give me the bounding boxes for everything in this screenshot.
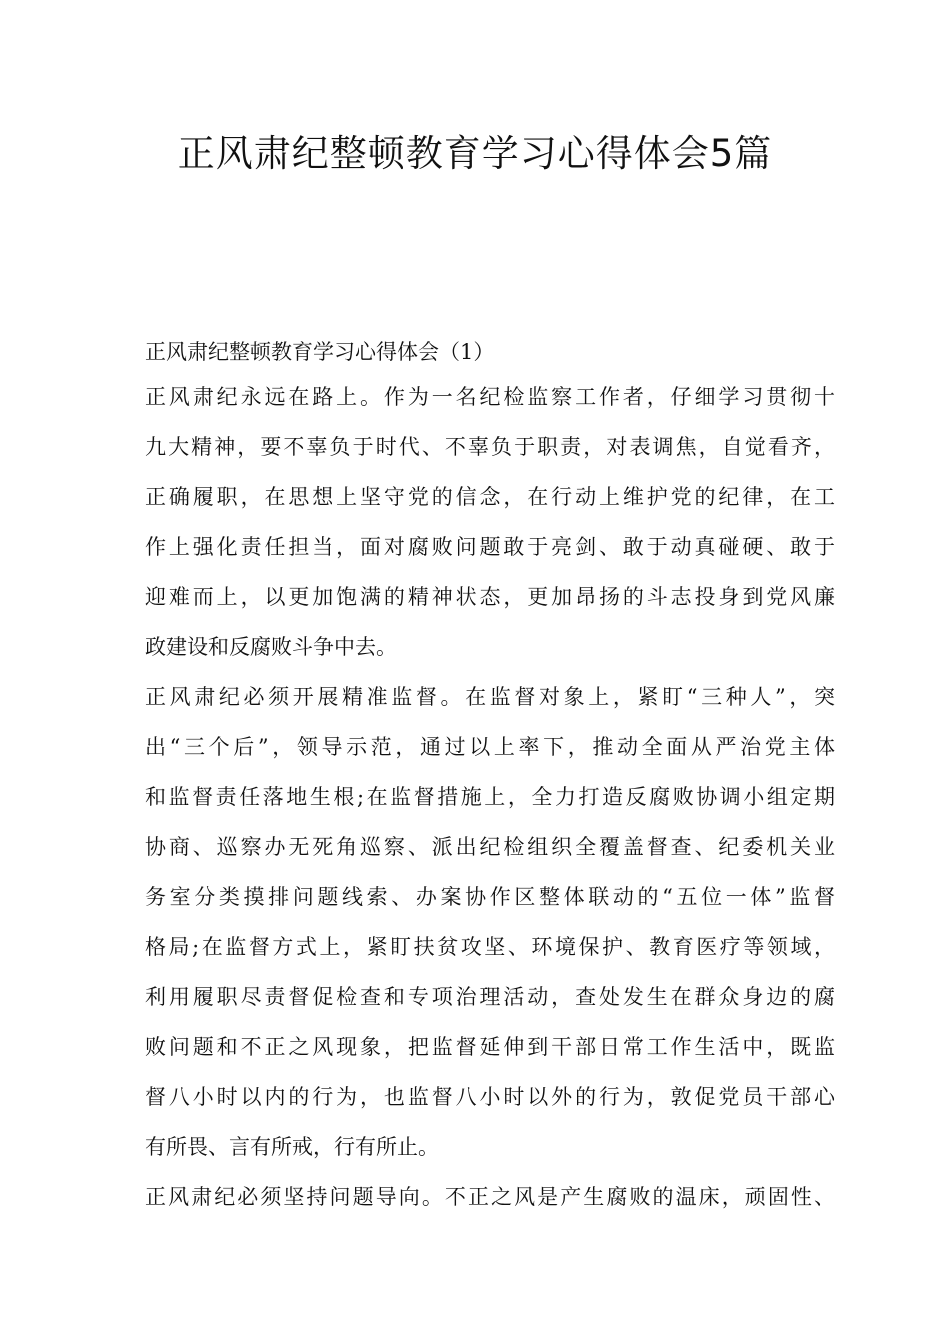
paragraph-2: [145, 672, 835, 1172]
text-line: 利用履职尽责督促检查和专项治理活动，查处发生在群众身边的腐: [145, 985, 835, 1009]
text-line: 政建设和反腐败斗争中去。: [145, 635, 397, 659]
text-line: 有所畏、言有所戒，行有所止。: [145, 1135, 439, 1159]
paragraph-1: [145, 372, 835, 672]
text-line: 败问题和不正之风现象，把监督延伸到干部日常工作生活中，既监: [145, 1035, 835, 1059]
document-body: [145, 332, 835, 1222]
document-title: 正风肃纪整顿教育学习心得体会5篇: [177, 132, 773, 175]
text-line: 正风肃纪永远在路上。作为一名纪检监察工作者，仔细学习贯彻十: [145, 385, 835, 409]
text-line: 正确履职，在思想上坚守党的信念，在行动上维护党的纪律，在工: [145, 485, 835, 509]
paragraph-3: [145, 1172, 835, 1222]
text-line: 务室分类摸排问题线索、办案协作区整体联动的“五位一体”监督: [145, 885, 835, 909]
text-line: 出“三个后”，领导示范，通过以上率下，推动全面从严治党主体: [145, 735, 835, 759]
text-line: 作上强化责任担当，面对腐败问题敢于亮剑、敢于动真碰硬、敢于: [145, 535, 835, 559]
text-line: 督八小时以内的行为，也监督八小时以外的行为，敦促党员干部心: [145, 1085, 835, 1109]
section-heading: 正风肃纪整顿教育学习心得体会（1）: [145, 340, 495, 364]
text-line: 正风肃纪必须开展精准监督。在监督对象上，紧盯“三种人”，突: [145, 685, 835, 709]
text-line: 和监督责任落地生根;在监督措施上，全力打造反腐败协调小组定期: [145, 785, 835, 809]
text-line: 格局;在监督方式上，紧盯扶贫攻坚、环境保护、教育医疗等领域，: [145, 935, 835, 959]
text-line: 正风肃纪必须坚持问题导向。不正之风是产生腐败的温床，顽固性、: [145, 1185, 835, 1209]
text-line: 协商、巡察办无死角巡察、派出纪检组织全覆盖督查、纪委机关业: [145, 835, 835, 859]
text-line: 九大精神，要不辜负于时代、不辜负于职责，对表调焦，自觉看齐，: [145, 435, 835, 459]
text-line: 迎难而上，以更加饱满的精神状态，更加昂扬的斗志投身到党风廉: [145, 585, 835, 609]
